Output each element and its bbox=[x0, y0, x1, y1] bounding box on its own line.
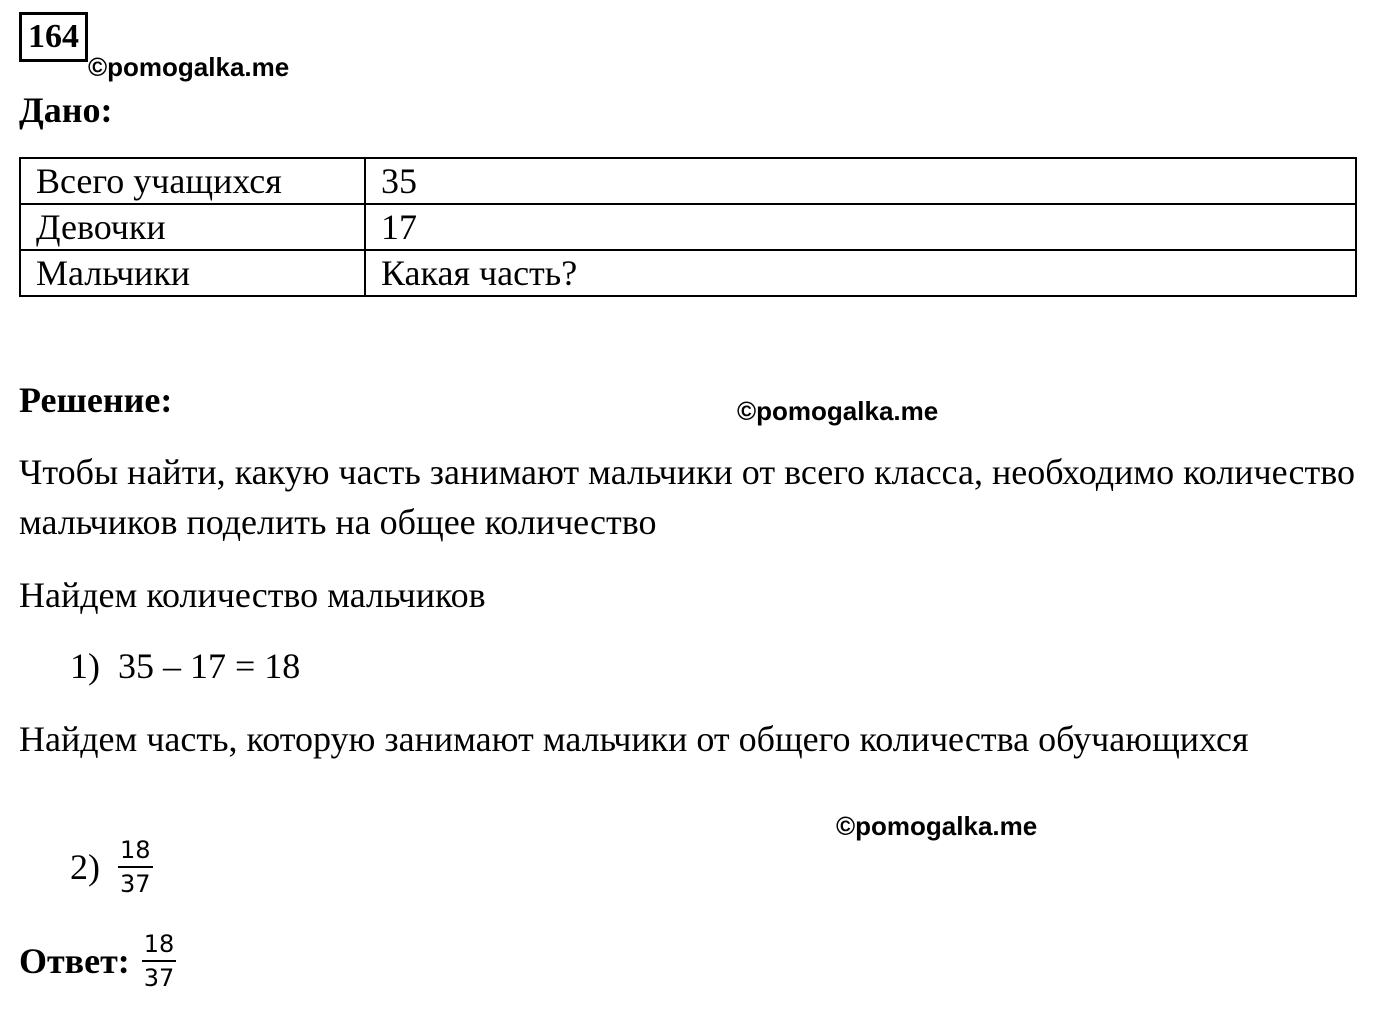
fraction-denominator: 37 bbox=[143, 964, 175, 992]
row-value: Какая часть? bbox=[365, 250, 1356, 296]
table-row bbox=[20, 250, 1356, 296]
find-part-text: Найдем часть, которую занимают мальчики от общего количества обучающихся bbox=[19, 719, 1249, 759]
row-label: Девочки bbox=[20, 204, 365, 250]
fraction bbox=[118, 836, 153, 898]
row-label: Всего учащихся bbox=[20, 158, 365, 204]
watermark: ©pomogalka.me bbox=[737, 396, 939, 426]
answer-fraction bbox=[142, 930, 177, 992]
step-2 bbox=[70, 836, 153, 898]
fraction-denominator: 37 bbox=[120, 870, 151, 898]
table-row bbox=[20, 158, 1356, 204]
step-number: 2) bbox=[70, 847, 100, 887]
row-value: 17 bbox=[365, 204, 1356, 250]
given-heading: Дано: bbox=[19, 90, 113, 130]
table-row bbox=[20, 204, 1356, 250]
step-1 bbox=[70, 644, 300, 688]
answer-label: Ответ: bbox=[19, 941, 130, 981]
watermark: ©pomogalka.me bbox=[88, 52, 290, 82]
answer bbox=[19, 930, 176, 992]
step-number: 1) bbox=[70, 646, 100, 686]
find-boys-text: Найдем количество мальчиков bbox=[19, 575, 486, 615]
step-expression: 35 – 17 = 18 bbox=[118, 646, 301, 686]
row-value: 35 bbox=[365, 158, 1356, 204]
task-number: 164 bbox=[19, 12, 88, 62]
watermark: ©pomogalka.me bbox=[836, 811, 1038, 841]
solution-heading: Решение: bbox=[19, 380, 173, 420]
row-label: Мальчики bbox=[20, 250, 365, 296]
fraction-numerator: 18 bbox=[142, 930, 177, 962]
solution-intro: Чтобы найти, какую часть занимают мальчики от всего класса, необходимо количество мальчиков поделить на общее количество bbox=[19, 452, 1355, 542]
fraction-numerator: 18 bbox=[118, 836, 153, 868]
given-table bbox=[19, 157, 1357, 297]
